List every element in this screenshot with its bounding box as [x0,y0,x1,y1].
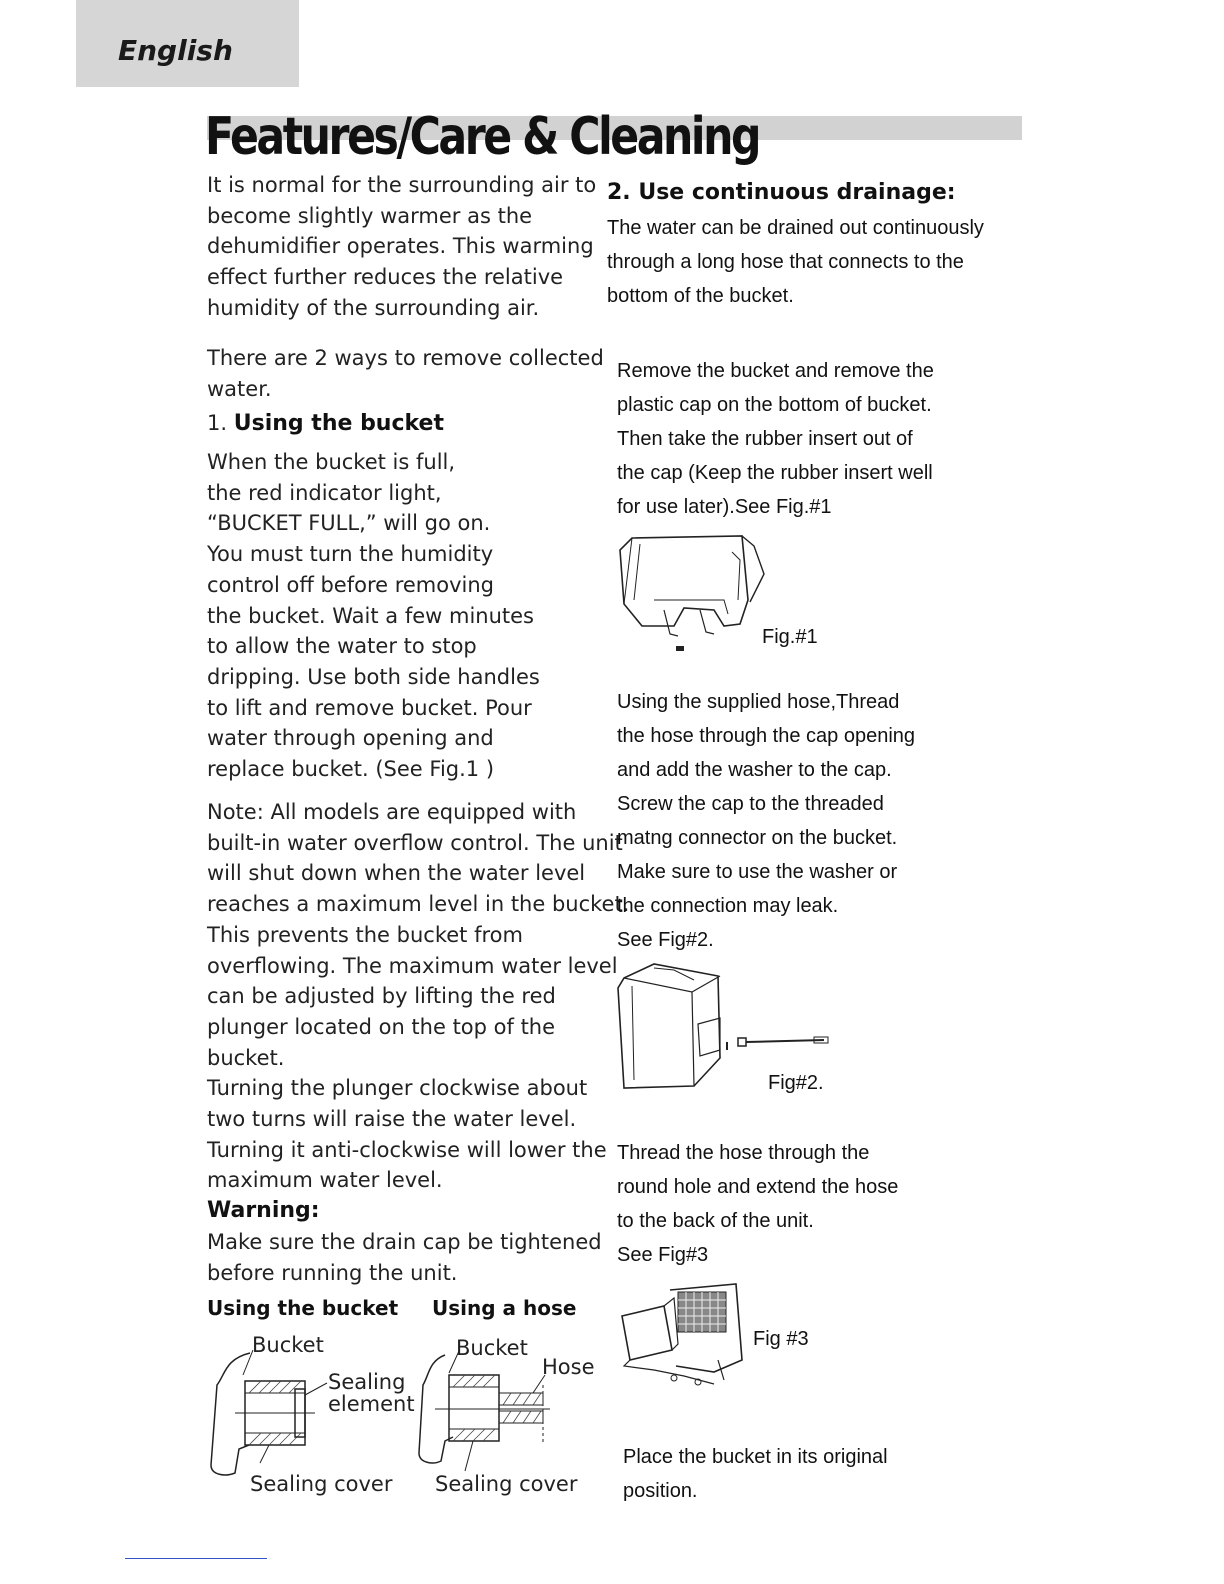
drainage-step-3: Thread the hose through the round hole and extend the hose to the back of the unit. See Fig#3 [617,1142,899,1266]
label-sealing-cover: Sealing cover [250,1472,393,1496]
intro-paragraph: It is normal for the surrounding air to become slightly warmer as the dehumidifier operates. This warming effect further reduces the relative humidity of the surrounding air. [207,173,597,320]
label-hose: Hose [542,1355,595,1379]
ways-paragraph: There are 2 ways to remove collected water. [207,346,604,401]
fig1-label: Fig.#1 [762,626,818,648]
label-bucket: Bucket [252,1333,324,1357]
fig3-unit-illustration [614,1280,754,1395]
fig1-bucket-illustration [614,530,774,660]
label-sealing: Sealing [328,1370,406,1394]
diagram-bucket-title: Using the bucket [207,1296,399,1320]
label-hose-sealing-cover: Sealing cover [435,1472,578,1496]
fig2-label: Fig#2. [768,1072,824,1094]
note-paragraph: Note: All models are equipped with built-in water overflow control. The unit will shut down when the water level reaches a maximum level in the bucket. This prevents the bucket from overflowing. The maximum water level can be adjusted by lifting the red plunger located on the top of the bucket. Turning the plunger clockwise about two turns will raise the water level. Turning it anti-clockwise will lower the maximum water level. [207,800,630,1193]
warning-paragraph: Make sure the drain cap be tightened before running the unit. [207,1230,602,1285]
drainage-heading: 2. Use continuous drainage: [607,180,956,205]
language-tab [76,0,299,87]
footer-rule [125,1558,267,1559]
warning-heading: Warning: [207,1198,320,1223]
language-label: English [118,34,233,67]
page-title: Features/Care & Cleaning [205,107,760,167]
diagram-hose-title: Using a hose [432,1296,577,1320]
label-hose-bucket: Bucket [456,1336,528,1360]
label-element: element [328,1392,415,1416]
fig3-label: Fig #3 [753,1328,809,1350]
bucket-steps: When the bucket is full, the red indicator light, “BUCKET FULL,” will go on. You must turn the humidity control off before removing the bucket. Wait a few minutes to allow the water to stop dripping. Use both side handles to lift and remove bucket. Pour water through opening and replace bucket. (See Fig.1 ) [207,450,540,782]
drainage-step-2: Using the supplied hose,Thread the hose through the cap opening and add the washer to the cap. Screw the cap to the threaded matng connector on the bucket. Make sure to use the washer or the connection may leak. See Fig#2. [617,691,916,951]
drainage-step-1: Remove the bucket and remove the plastic cap on the bottom of bucket. Then take the rubber insert out of the cap (Keep the rubber insert well for use later).See Fig.#1 [617,360,934,518]
drainage-intro: The water can be drained out continuously through a long hose that connects to the bottom of the bucket. [607,217,984,307]
drainage-step-4: Place the bucket in its original position. [623,1446,888,1502]
bucket-heading: 1. Using the bucket [207,411,444,436]
